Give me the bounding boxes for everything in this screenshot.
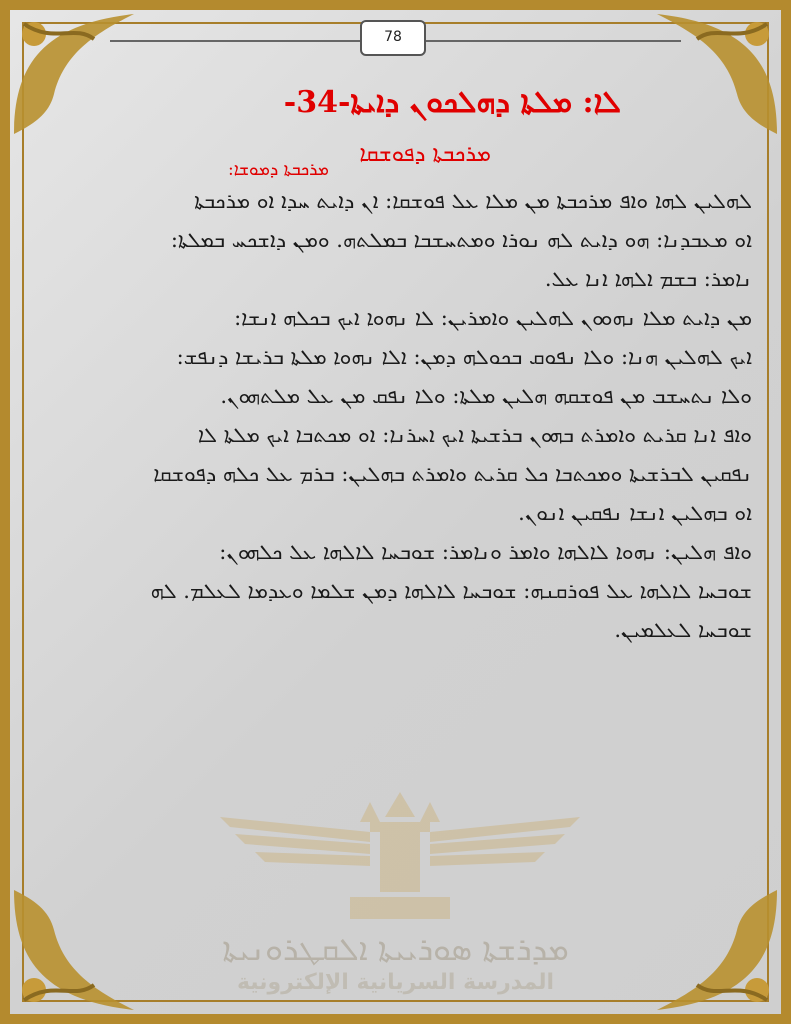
page-number: 78 [360,20,426,56]
winged-emblem-logo [210,772,590,932]
corner-ornament [647,4,787,144]
text-line: ܢܦܩܝܢ ܠܒܪܫܝܬܐ ܘܡܟܬܒܐ ܟܠ ܩܪܝܬ ܘܐܡܪܬ ܒܗܠܝܢ: ܒܪܡ ܥܠ ܟܠܗ ܕܦܘܫܩܐ [153,462,752,486]
text-line: ܠܗܠܝܢ ܠܗܐ ܘܐܦ ܡܪܟܒܬܐ ܡܢ ܡܠܐ ܥܠ ܦܘܫܩܐ: ܐܢ ܕܐܝܬ ܚܕܐ ܐܘ ܡܪܟܒܬܐ [194,189,752,213]
text-line: ܐܘ ܒܗܠܝܢ ܐܢܫܐ ܢܦܩܝܢ ܐܢܘܢ. [518,501,752,525]
text-line: ܐܝܟ ܠܗܠܝܢ ܗܢܐ: ܘܠܐ ܢܦܘܩ ܒܟܘܠܗ ܕܡܢ: ܐܠܐ ܢܗܘܐ ܡܠܬܐ ܒܪܝܫܐ ܕܢܦܫ: [176,345,752,369]
text-line: ܘܐܦ ܗܠܝܢ: ܢܗܘܐ ܠܐܠܗܐ ܘܐܡܪ ܘܢܐܡܪ: ܫܘܒܚܐ ܠܐܠܗܐ ܥܠ ܟܠܗܘܢ: [219,540,752,564]
text-line: ܘܐܦ ܐܢܐ ܩܪܝܬ ܘܐܡܪܬ ܒܗܘܢ ܒܪܫܝܬܐ ܐܝܟ ܐܚܪܢܐ: ܐܘ ܡܟܬܒܐ ܐܝܟ ܡܠܬܐ ܠܐ [197,423,752,447]
text-line: ܘܠܐ ܢܬܚܫܒ ܡܢ ܦܘܫܩܗ ܗܠܝܢ ܡܠܬܐ: ܘܠܐ ܢܦܩ ܡܢ ܥܠ ܡܠܬܗܘܢ. [220,384,752,408]
text-line: ܡܢ ܕܐܝܬ ܡܠܐ ܢܗܘܘܢ ܠܗܠܝܢ ܘܐܡܪܝܢ: ܠܐ ܢܗܘܐ ܐܝܟ ܒܟܠܗ ܐܢܫܐ: [234,306,752,330]
text-line: ܫܘܒܚܐ ܠܐܠܗܐ ܥܠ ܦܘܪܩܢܗ: ܫܘܒܚܐ ܠܐܠܗܐ ܕܡܢ ܫܠܡܐ ܘܥܕܡܐ ܠܥܠܡ. ܠܗ [150,579,752,603]
text-line: ܐܘ ܡܥܒܕܢܐ: ܗܘ ܕܐܝܬ ܠܗ ܢܘܪܐ ܘܡܬܚܫܒܐ ܒܡܠܬܗ. ܘܡܢ ܕܐܫܟܚ ܒܡܠܬܐ: [170,228,752,252]
corner-ornament [4,4,144,144]
body-text [40,182,752,650]
section-label: ܡܪܟܒܬܐ ܕܡܘܫܐ: [228,160,329,180]
lesson-subtitle: ܡܪܟܒܬܐ ܕܦܘܫܩܐ [359,142,491,167]
footer-arabic-name: المدرسة السريانية الإلكترونية [236,970,555,995]
text-line: ܫܘܒܚܐ ܠܥܠܡܝܢ. [614,618,752,642]
text-line: ܢܐܡܪ: ܒܫܡ ܐܠܗܐ ܐܢܐ ܥܠ. [544,267,752,291]
lesson-title: ܠܐ: ܡܠܬܐ ܕܗܠܟܘܢ ܕܐܝܬܐ-34- [283,85,621,120]
footer-syriac-name: ܡܕܪܫܬܐ ܣܘܪܝܝܬܐ ܐܠܩܛܪܘܢܝܬܐ [222,930,569,968]
